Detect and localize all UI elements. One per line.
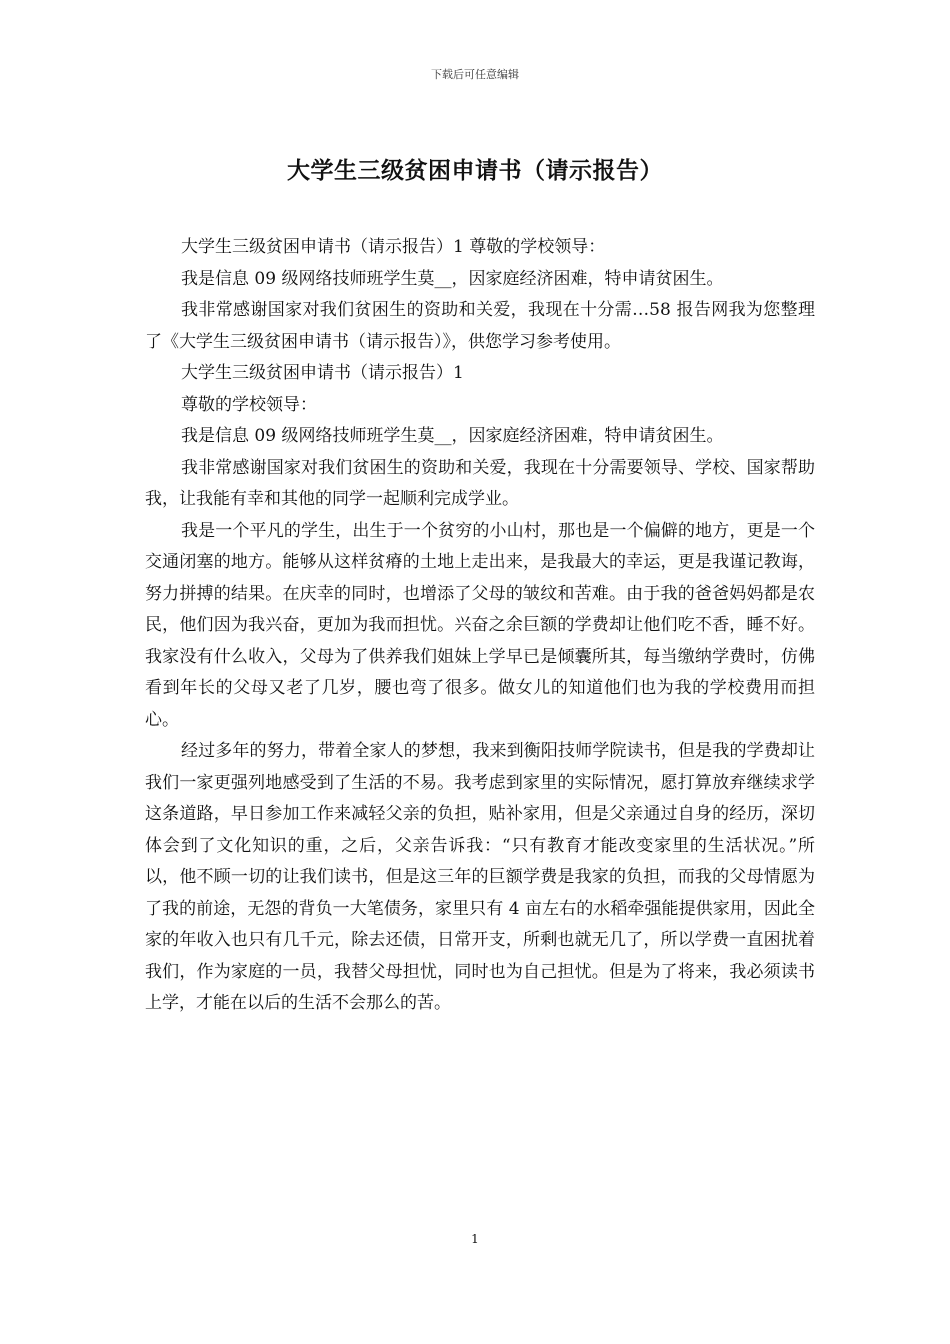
- paragraph: 我是信息 09 级网络技师班学生莫__，因家庭经济困难，特申请贫困生。: [181, 268, 724, 289]
- document-body: [145, 232, 815, 1020]
- page-header: 下载后可任意编辑: [431, 68, 519, 81]
- paragraph: 大学生三级贫困申请书（请示报告）1 尊敬的学校领导：: [181, 237, 606, 257]
- paragraph: 经过多年的努力，带着全家人的梦想，我来到衡阳技师学院读书，但是我的学费却让我们一家更强列地感受到了生活的不易。我考虑到家里的实际情况，愿打算放弃继续求学这条道路，早日参加工作来减轻父亲的负担，贴补家用，但是父亲通过自身的经历，深切体会到了文化知识的重，之后，父亲告诉我：“只有教育才能改变家里的生活状况。”所以，他不顾一切的让我们读书，但是这三年的巨额学费是我家的负担，而我的父母情愿为了我的前途，无怨的背负一大笔债务，家里只有 4 亩左右的水稻牵强能提供家用，因此全家的年收入也只有几千元，除去还债，日常开支，所剩也就无几了，所以学费一直困扰着我们，作为家庭的一员，我替父母担忧，同时也为自己担忧。但是为了将来，我必须读书上学，才能在以后的生活不会那么的苦。: [145, 741, 815, 1013]
- paragraph: 大学生三级贫困申请书（请示报告）1: [181, 363, 464, 383]
- document-title: 大学生三级贫困申请书（请示报告）: [287, 157, 663, 184]
- page-number: 1: [471, 1232, 479, 1246]
- paragraph: 我非常感谢国家对我们贫困生的资助和关爱，我现在十分需要领导、学校、国家帮助我，让我能有幸和其他的同学一起顺利完成学业。: [145, 457, 815, 509]
- paragraph: 尊敬的学校领导：: [181, 394, 317, 415]
- paragraph: 我非常感谢国家对我们贫困生的资助和关爱，我现在十分需…58 报告网我为您整理了《大学生三级贫困申请书（请示报告）》，供您学习参考使用。: [145, 300, 815, 352]
- paragraph: 我是一个平凡的学生，出生于一个贫穷的小山村，那也是一个偏僻的地方，更是一个交通闭塞的地方。能够从这样贫瘠的土地上走出来，是我最大的幸运，更是我谨记教诲，努力拼搏的结果。在庆幸的同时，也增添了父母的皱纹和苦难。由于我的爸爸妈妈都是农民，他们因为我兴奋，更加为我而担忧。兴奋之余巨额的学费却让他们吃不香，睡不好。我家没有什么收入，父母为了供养我们姐妹上学早已是倾囊所其，每当缴纳学费时，仿佛看到年长的父母又老了几岁，腰也弯了很多。做女儿的知道他们也为我的学校费用而担心。: [145, 520, 815, 730]
- paragraph: 我是信息 09 级网络技师班学生莫__，因家庭经济困难，特申请贫困生。: [181, 426, 724, 446]
